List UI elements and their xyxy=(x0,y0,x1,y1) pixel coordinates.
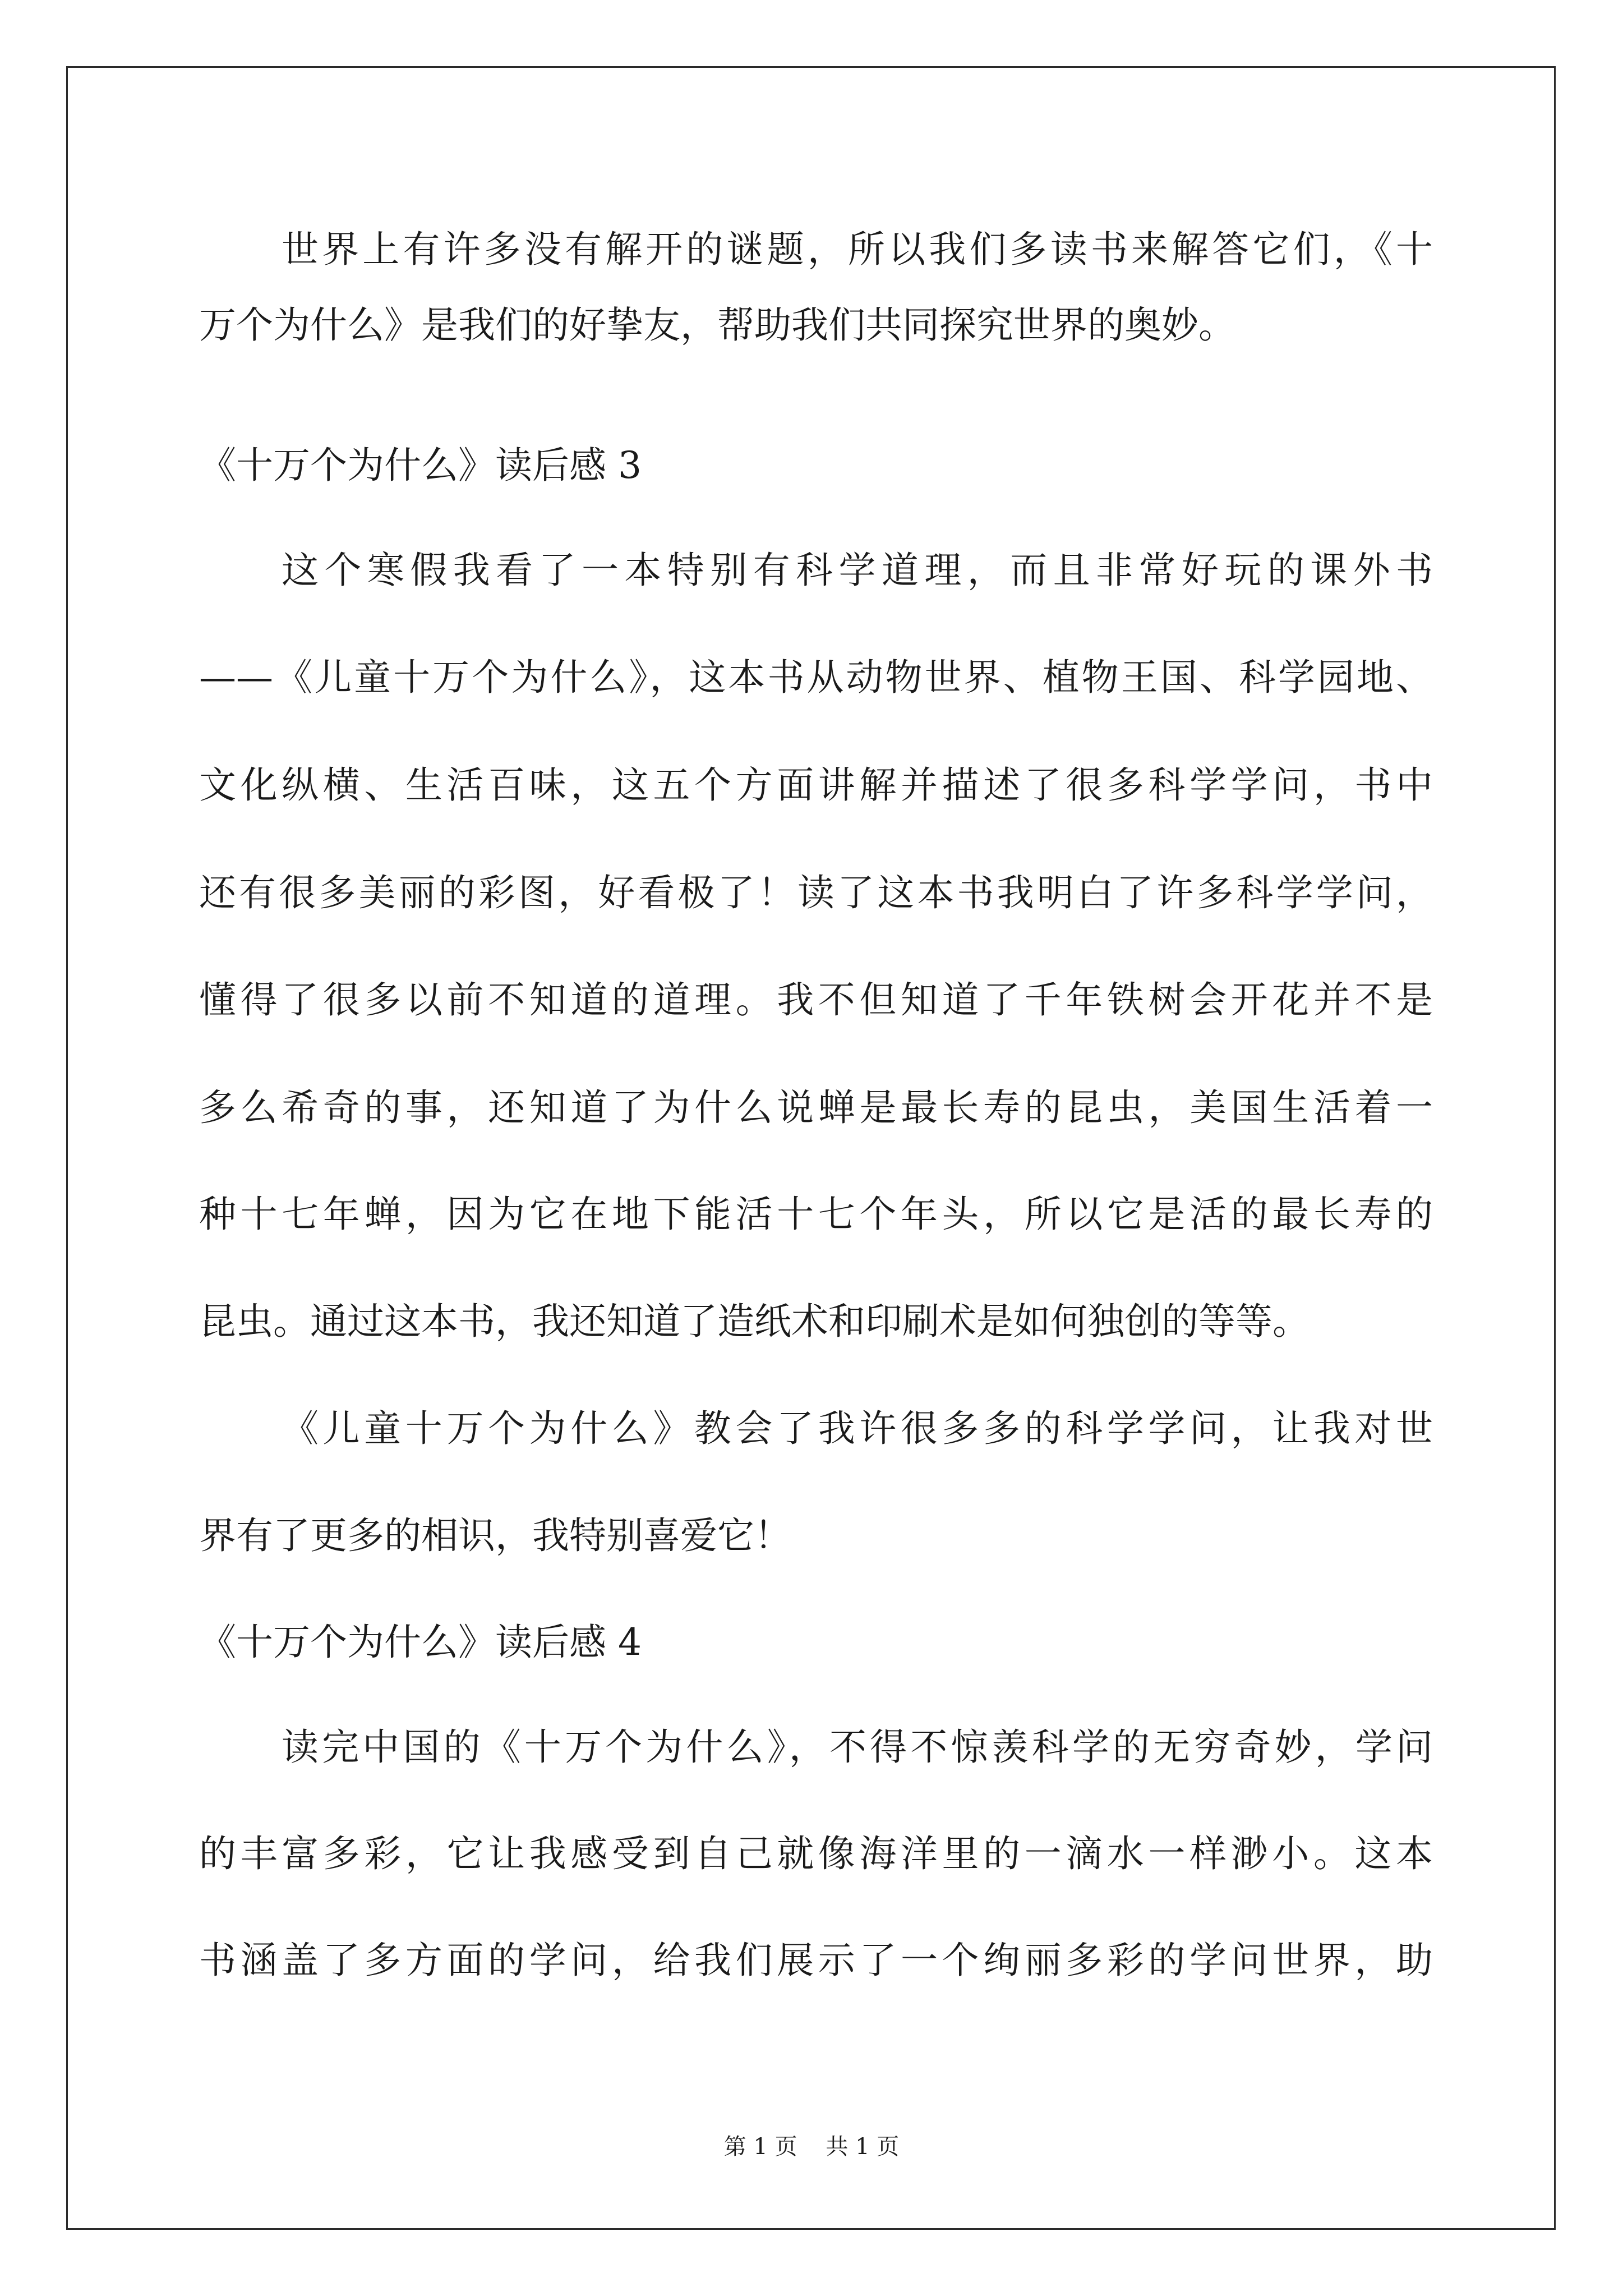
paragraph-line: 《儿童十万个为什么》教会了我许很多多的科学学问，让我对世 xyxy=(282,1407,1433,1450)
paragraph-line: 的丰富多彩，它让我感受到自己就像海洋里的一滴水一样渺小。这本 xyxy=(199,1832,1433,1875)
page-border xyxy=(66,66,1556,2230)
page-number-footer: 第 1 页 共 1 页 xyxy=(723,2134,900,2160)
paragraph-line: 懂得了很多以前不知道的道理。我不但知道了千年铁树会开花并不是 xyxy=(199,978,1433,1022)
paragraph-line: 这个寒假我看了一本特别有科学道理，而且非常好玩的课外书 xyxy=(282,549,1433,592)
paragraph-line: 书涵盖了多方面的学问，给我们展示了一个绚丽多彩的学问世界，助 xyxy=(199,1939,1433,1982)
paragraph-line: 读完中国的《十万个为什么》，不得不惊羡科学的无穷奇妙，学问 xyxy=(282,1726,1433,1769)
paragraph-line: 文化纵横、生活百味，这五个方面讲解并描述了很多科学学问，书中 xyxy=(199,763,1433,807)
paragraph-line: 界有了更多的相识，我特别喜爱它！ xyxy=(199,1514,791,1557)
section-heading: 《十万个为什么》读后感 3 xyxy=(199,444,642,487)
paragraph-line: 还有很多美丽的彩图，好看极了！读了这本书我明白了许多科学学问， xyxy=(199,871,1433,914)
section-heading: 《十万个为什么》读后感 4 xyxy=(199,1621,642,1664)
paragraph-line: 世界上有许多没有解开的谜题，所以我们多读书来解答它们，《十 xyxy=(282,228,1433,271)
paragraph-line: 种十七年蝉，因为它在地下能活十七个年头，所以它是活的最长寿的 xyxy=(199,1193,1433,1236)
paragraph-line: 多么希奇的事，还知道了为什么说蝉是最长寿的昆虫，美国生活着一 xyxy=(199,1086,1433,1129)
paragraph-line: 昆虫。通过这本书，我还知道了造纸术和印刷术是如何独创的等等。 xyxy=(199,1300,1310,1343)
paragraph-line: ——《儿童十万个为什么》，这本书从动物世界、植物王国、科学园地、 xyxy=(199,656,1433,699)
paragraph-line: 万个为什么》是我们的好挚友，帮助我们共同探究世界的奥妙。 xyxy=(199,303,1235,347)
